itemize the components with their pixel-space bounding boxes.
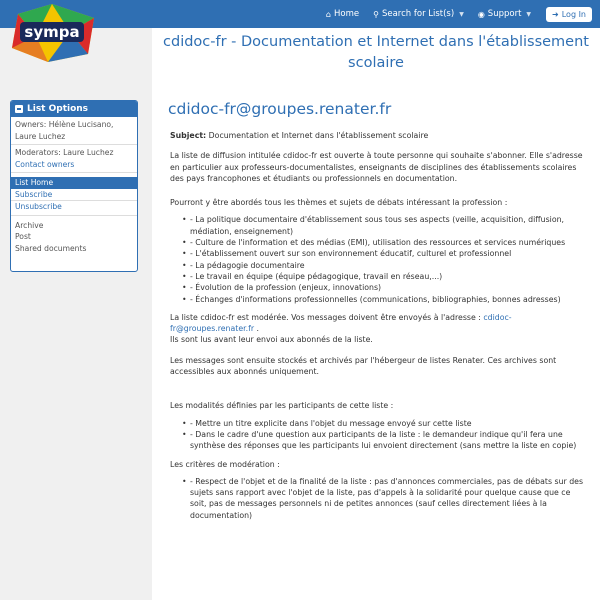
list-item: • - Mettre un titre explicite dans l'objet du message envoyé sur cette liste bbox=[182, 418, 588, 429]
nav-search[interactable] bbox=[366, 0, 471, 28]
login-icon: ➜ bbox=[552, 9, 559, 19]
list-home-link[interactable]: List Home bbox=[11, 177, 137, 189]
intro-paragraph: La liste de diffusion intitulée cdidoc-fr est ouverte à toute personne qui souhaite s'abonner. Elle s'adresse en particulier aux professeurs-documentalistes, enseignants de disciplines des établissements scolaires des pays francophones et étudiants ou professionnels en documentation. bbox=[170, 151, 583, 183]
list-options-panel bbox=[10, 100, 138, 272]
unsubscribe-link[interactable]: Unsubscribe bbox=[15, 202, 62, 211]
main-nav bbox=[319, 0, 592, 28]
globe-icon: ◉ bbox=[477, 9, 485, 19]
login-label: Log In bbox=[561, 9, 586, 19]
subscribe-link[interactable]: Subscribe bbox=[11, 189, 137, 202]
login-button[interactable] bbox=[546, 7, 592, 22]
nav-search-label: Search for List(s) bbox=[381, 9, 455, 19]
post-link[interactable]: Post bbox=[15, 232, 31, 241]
list-item: • - La politique documentaire d'établissement sous tous ses aspects (veille, acquisition, diffusion, médiation, enseignement) bbox=[182, 214, 588, 237]
topics-list bbox=[182, 214, 588, 304]
moderators-line: Moderators: Laure Luchez bbox=[15, 148, 114, 157]
chevron-down-icon: ▼ bbox=[459, 10, 464, 18]
list-options-header[interactable] bbox=[11, 101, 137, 117]
collapse-icon bbox=[15, 105, 23, 113]
list-item: • - Évolution de la profession (enjeux, innovations) bbox=[182, 282, 588, 293]
archive-link[interactable]: Archive bbox=[15, 220, 44, 230]
moderation-paragraph bbox=[170, 312, 588, 346]
list-item: • - Le travail en équipe (équipe pédagogique, travail en réseau,...) bbox=[182, 271, 588, 282]
list-description bbox=[170, 130, 588, 528]
nav-home-label: Home bbox=[334, 9, 360, 19]
criteres-intro: Les critères de modération : bbox=[170, 459, 280, 469]
archives-paragraph: Les messages sont ensuite stockés et archivés par l'hébergeur de listes Renater. Ces archives sont accessibles aux abonnés uniquement. bbox=[170, 355, 557, 377]
archives-section bbox=[11, 216, 137, 257]
nav-support[interactable] bbox=[471, 0, 538, 28]
list-item: • - Culture de l'information et des médias (EMI), utilisation des ressources et services numériques bbox=[182, 237, 588, 248]
modalites-list bbox=[182, 418, 588, 452]
owners-line: Owners: Hélène Lucisano, bbox=[15, 120, 114, 129]
list-options-title: List Options bbox=[27, 104, 89, 114]
moderation-text: La liste cdidoc-fr est modérée. Vos messages doivent être envoyés à l'adresse : bbox=[170, 312, 484, 322]
topics-intro: Pourront y être abordés tous les thèmes et sujets de débats intéressant la profession : bbox=[170, 198, 508, 208]
contact-owners-link[interactable]: Contact owners bbox=[15, 159, 75, 169]
list-item: • - Échanges d'informations professionnelles (communications, bibliographies, bonnes adresses) bbox=[182, 294, 588, 305]
owners-section bbox=[11, 117, 137, 145]
modalites-intro: Les modalités définies par les participants de cette liste : bbox=[170, 401, 394, 411]
page-title: cdidoc-fr - Documentation et Internet dans l'établissement scolaire bbox=[163, 34, 589, 71]
list-item: • - La pédagogie documentaire bbox=[182, 260, 588, 271]
list-item: • - Respect de l'objet et de la finalité de la liste : pas d'annonces commerciales, pas de débats sur des sujets sans rapport avec l'objet de la liste, pas d'appels à la solidarité pour quelque cause que ce soit, pas de messages personnels ni de petites annonces (sauf celles directement liées à la documentation) bbox=[182, 476, 588, 521]
subject-label: Subject: bbox=[170, 131, 207, 140]
chevron-down-icon: ▼ bbox=[526, 10, 532, 18]
moderators-section bbox=[11, 145, 137, 173]
nav-home[interactable] bbox=[319, 0, 366, 28]
moderation-suffix: . bbox=[254, 324, 260, 334]
home-icon: ⌂ bbox=[325, 9, 331, 19]
subscription-section bbox=[11, 173, 137, 216]
search-icon: ⚲ bbox=[373, 9, 379, 19]
subject-text: Documentation et Internet dans l'établissement scolaire bbox=[208, 131, 429, 140]
list-item: • - Dans le cadre d'une question aux participants de la liste : le demandeur indique qu'il fera une synthèse des réponses que les participants lui envoient directement (sans mettre la liste en copie) bbox=[182, 429, 588, 452]
owners-line-2: Laure Luchez bbox=[15, 131, 66, 141]
subject-line bbox=[170, 130, 588, 141]
criteres-list bbox=[182, 476, 588, 521]
logo-text: sympa bbox=[24, 23, 80, 41]
list-email-link[interactable]: cdidoc-fr@groupes.renater.fr bbox=[170, 312, 512, 334]
list-address-heading: cdidoc-fr@groupes.renater.fr bbox=[168, 100, 392, 118]
nav-support-label: Support bbox=[487, 9, 522, 19]
list-item: • - L'établissement ouvert sur son environnement éducatif, culturel et professionnel bbox=[182, 248, 588, 259]
sympa-logo[interactable] bbox=[8, 2, 96, 64]
moderation-note: Ils sont lus avant leur envoi aux abonnés de la liste. bbox=[170, 335, 373, 345]
shared-documents-link[interactable]: Shared documents bbox=[15, 243, 87, 253]
